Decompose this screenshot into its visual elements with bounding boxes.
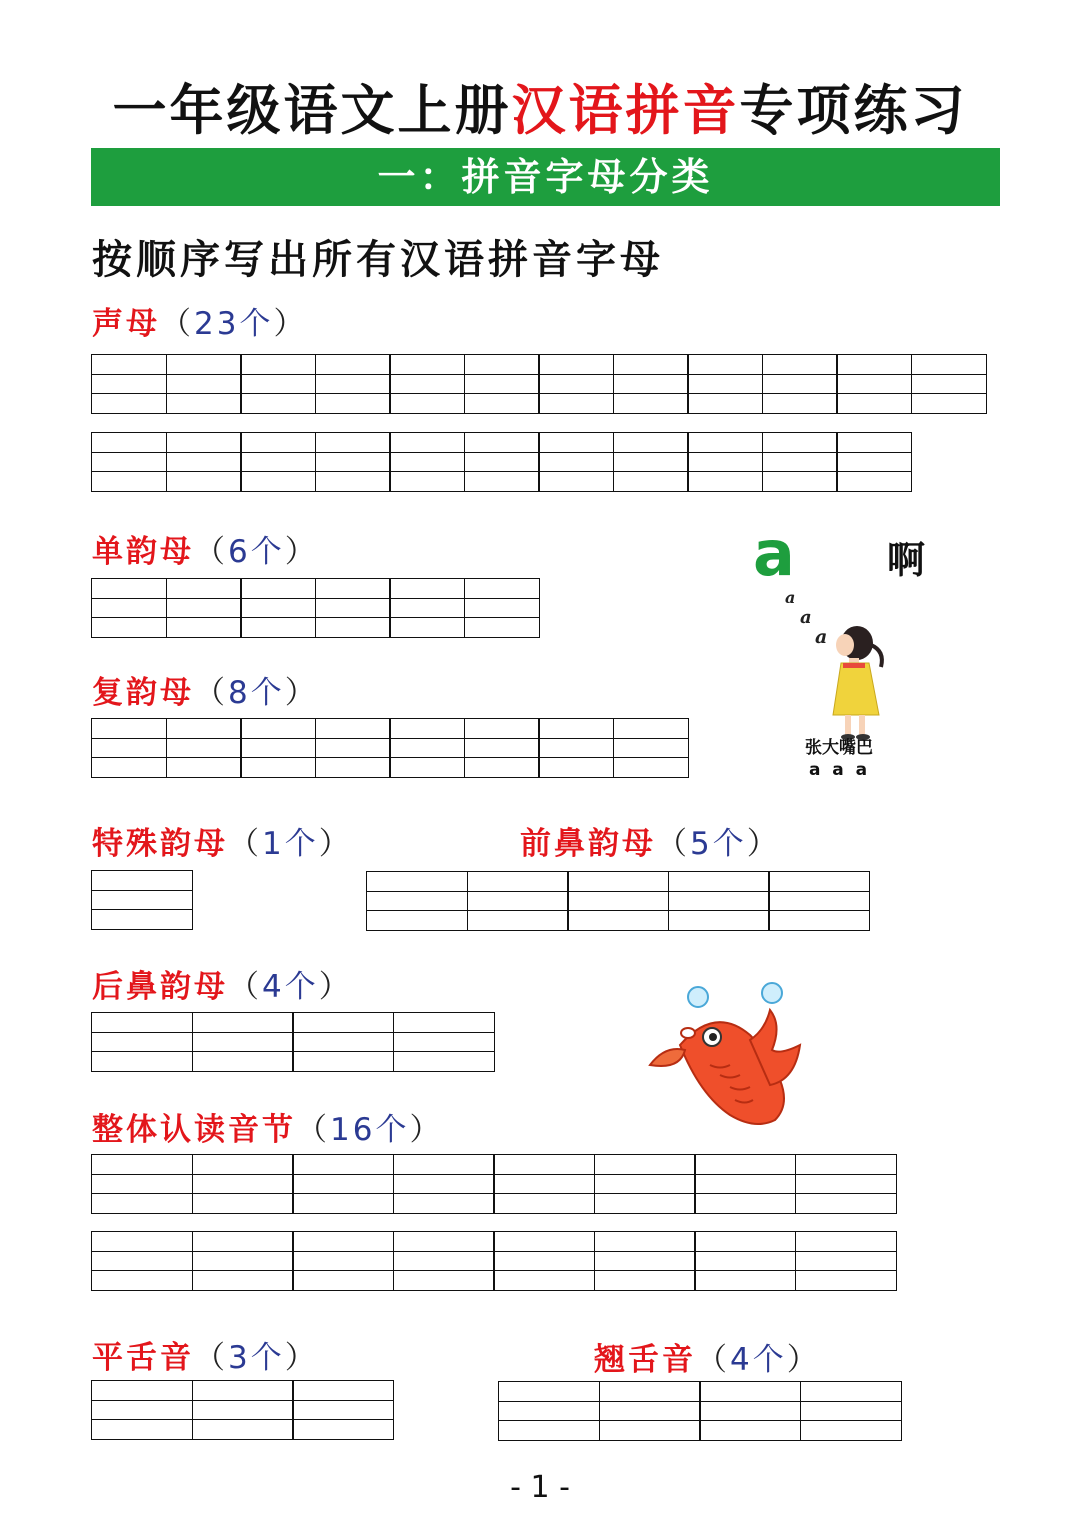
writing-cell[interactable] [464,578,540,638]
label-name: 前鼻韵母 [520,826,656,862]
char-a: 啊 [887,538,926,582]
writing-cell[interactable] [538,432,614,492]
writing-grid-danyunmu[interactable] [91,578,540,638]
writing-grid-shengmu-row2[interactable] [91,432,912,492]
section-banner-text: 一：拼音字母分类 [377,154,714,199]
caption-letters: a a a [809,760,868,780]
writing-cell[interactable] [166,578,242,638]
writing-cell[interactable] [493,1154,595,1214]
writing-cell[interactable] [694,1154,796,1214]
writing-cell[interactable] [315,354,391,414]
writing-cell[interactable] [166,354,242,414]
writing-cell[interactable] [166,432,242,492]
label-teshu: 特殊韵母（1个） [92,826,353,862]
writing-cell[interactable] [315,432,391,492]
page-number: - 1 - [510,1470,570,1505]
writing-cell[interactable] [389,354,465,414]
writing-cell[interactable] [762,354,838,414]
title-highlight: 汉语拼音 [511,78,740,142]
writing-cell[interactable] [366,871,468,931]
writing-cell[interactable] [613,354,689,414]
writing-cell[interactable] [393,1012,495,1072]
writing-cell[interactable] [668,871,770,931]
writing-cell[interactable] [464,354,540,414]
label-name: 特殊韵母 [92,826,228,862]
writing-cell[interactable] [393,1231,495,1291]
label-fuyunmu: 复韵母（8个） [92,675,319,711]
writing-grid-shengmu-row1[interactable] [91,354,987,414]
title-part2: 专项练习 [739,78,968,142]
label-count: 6个 [228,534,285,570]
writing-cell[interactable] [911,354,987,414]
writing-cell[interactable] [91,1154,193,1214]
label-name: 整体认读音节 [92,1112,296,1148]
writing-cell[interactable] [795,1231,897,1291]
writing-cell[interactable] [91,432,167,492]
writing-cell[interactable] [694,1231,796,1291]
writing-cell[interactable] [836,432,912,492]
label-count: 23个 [194,306,274,342]
label-qianbi: 前鼻韵母（5个） [520,826,781,862]
writing-grid-houbi[interactable] [91,1012,495,1072]
small-letter-a: a [800,607,812,628]
label-name: 声母 [92,306,160,342]
small-letter-a: a [785,588,796,607]
writing-cell[interactable] [538,354,614,414]
writing-cell[interactable] [91,718,167,778]
writing-cell[interactable] [292,1231,394,1291]
title-part1: 一年级语文上册 [112,78,512,142]
label-count: 4个 [730,1342,787,1378]
writing-grid-qiaoshe[interactable] [498,1381,902,1441]
writing-cell[interactable] [292,1012,394,1072]
writing-cell[interactable] [594,1231,696,1291]
writing-grid-fuyunmu[interactable] [91,718,689,778]
writing-cell[interactable] [240,578,316,638]
label-name: 复韵母 [92,675,194,711]
writing-grid-zhengti-row1[interactable] [91,1154,897,1214]
small-letter-a: a [815,626,828,648]
writing-cell[interactable] [240,432,316,492]
writing-cell[interactable] [464,718,540,778]
writing-cell[interactable] [389,718,465,778]
caption-text: 张大嘴巴 [805,738,873,758]
writing-cell[interactable] [91,1231,193,1291]
girl-figure [833,626,882,740]
writing-grid-pingshe[interactable] [91,1380,394,1440]
writing-cell[interactable] [687,354,763,414]
writing-cell[interactable] [292,1380,394,1440]
writing-cell[interactable] [240,718,316,778]
writing-cell[interactable] [166,718,242,778]
writing-cell[interactable] [594,1154,696,1214]
writing-cell[interactable] [192,1231,294,1291]
writing-cell[interactable] [800,1381,902,1441]
writing-cell[interactable] [687,432,763,492]
label-count: 1个 [262,826,319,862]
writing-cell[interactable] [613,432,689,492]
writing-cell[interactable] [192,1380,294,1440]
writing-cell[interactable] [768,871,870,931]
writing-cell[interactable] [91,578,167,638]
label-name: 平舌音 [92,1340,194,1376]
writing-cell[interactable] [795,1154,897,1214]
illustration-girl-a [745,515,945,785]
writing-grid-teshu[interactable] [91,870,193,930]
label-houbi: 后鼻韵母（4个） [92,969,353,1005]
label-count: 4个 [262,969,319,1005]
writing-cell[interactable] [498,1381,600,1441]
label-qiaoshe: 翘舌音（4个） [594,1342,821,1378]
writing-cell[interactable] [493,1231,595,1291]
label-name: 单韵母 [92,534,194,570]
writing-cell[interactable] [567,871,669,931]
writing-grid-zhengti-row2[interactable] [91,1231,897,1291]
label-pingshe: 平舌音（3个） [92,1340,319,1376]
label-name: 后鼻韵母 [92,969,228,1005]
writing-cell[interactable] [91,1012,193,1072]
label-count: 5个 [690,826,747,862]
writing-grid-qianbi[interactable] [366,871,870,931]
writing-cell[interactable] [467,871,569,931]
writing-cell[interactable] [389,578,465,638]
writing-cell[interactable] [315,578,391,638]
writing-cell[interactable] [836,354,912,414]
writing-cell[interactable] [91,870,193,930]
writing-cell[interactable] [699,1381,801,1441]
writing-cell[interactable] [91,1380,193,1440]
writing-cell[interactable] [192,1012,294,1072]
label-danyunmu: 单韵母（6个） [92,534,319,570]
label-name: 翘舌音 [594,1342,696,1378]
illustration-fish [640,975,810,1135]
writing-cell[interactable] [389,432,465,492]
label-count: 3个 [228,1340,285,1376]
writing-cell[interactable] [762,432,838,492]
writing-cell[interactable] [91,354,167,414]
instruction-text: 按顺序写出所有汉语拼音字母 [92,236,664,283]
writing-cell[interactable] [613,718,689,778]
writing-cell[interactable] [599,1381,701,1441]
writing-cell[interactable] [315,718,391,778]
writing-cell[interactable] [292,1154,394,1214]
label-count: 16个 [330,1112,410,1148]
writing-cell[interactable] [538,718,614,778]
writing-cell[interactable] [192,1154,294,1214]
label-shengmu: 声母（23个） [92,306,308,342]
writing-cell[interactable] [464,432,540,492]
label-zhengti: 整体认读音节（16个） [92,1112,444,1148]
label-count: 8个 [228,675,285,711]
page-title [0,68,1080,145]
letter-a: a [753,517,795,590]
writing-cell[interactable] [393,1154,495,1214]
writing-cell[interactable] [240,354,316,414]
